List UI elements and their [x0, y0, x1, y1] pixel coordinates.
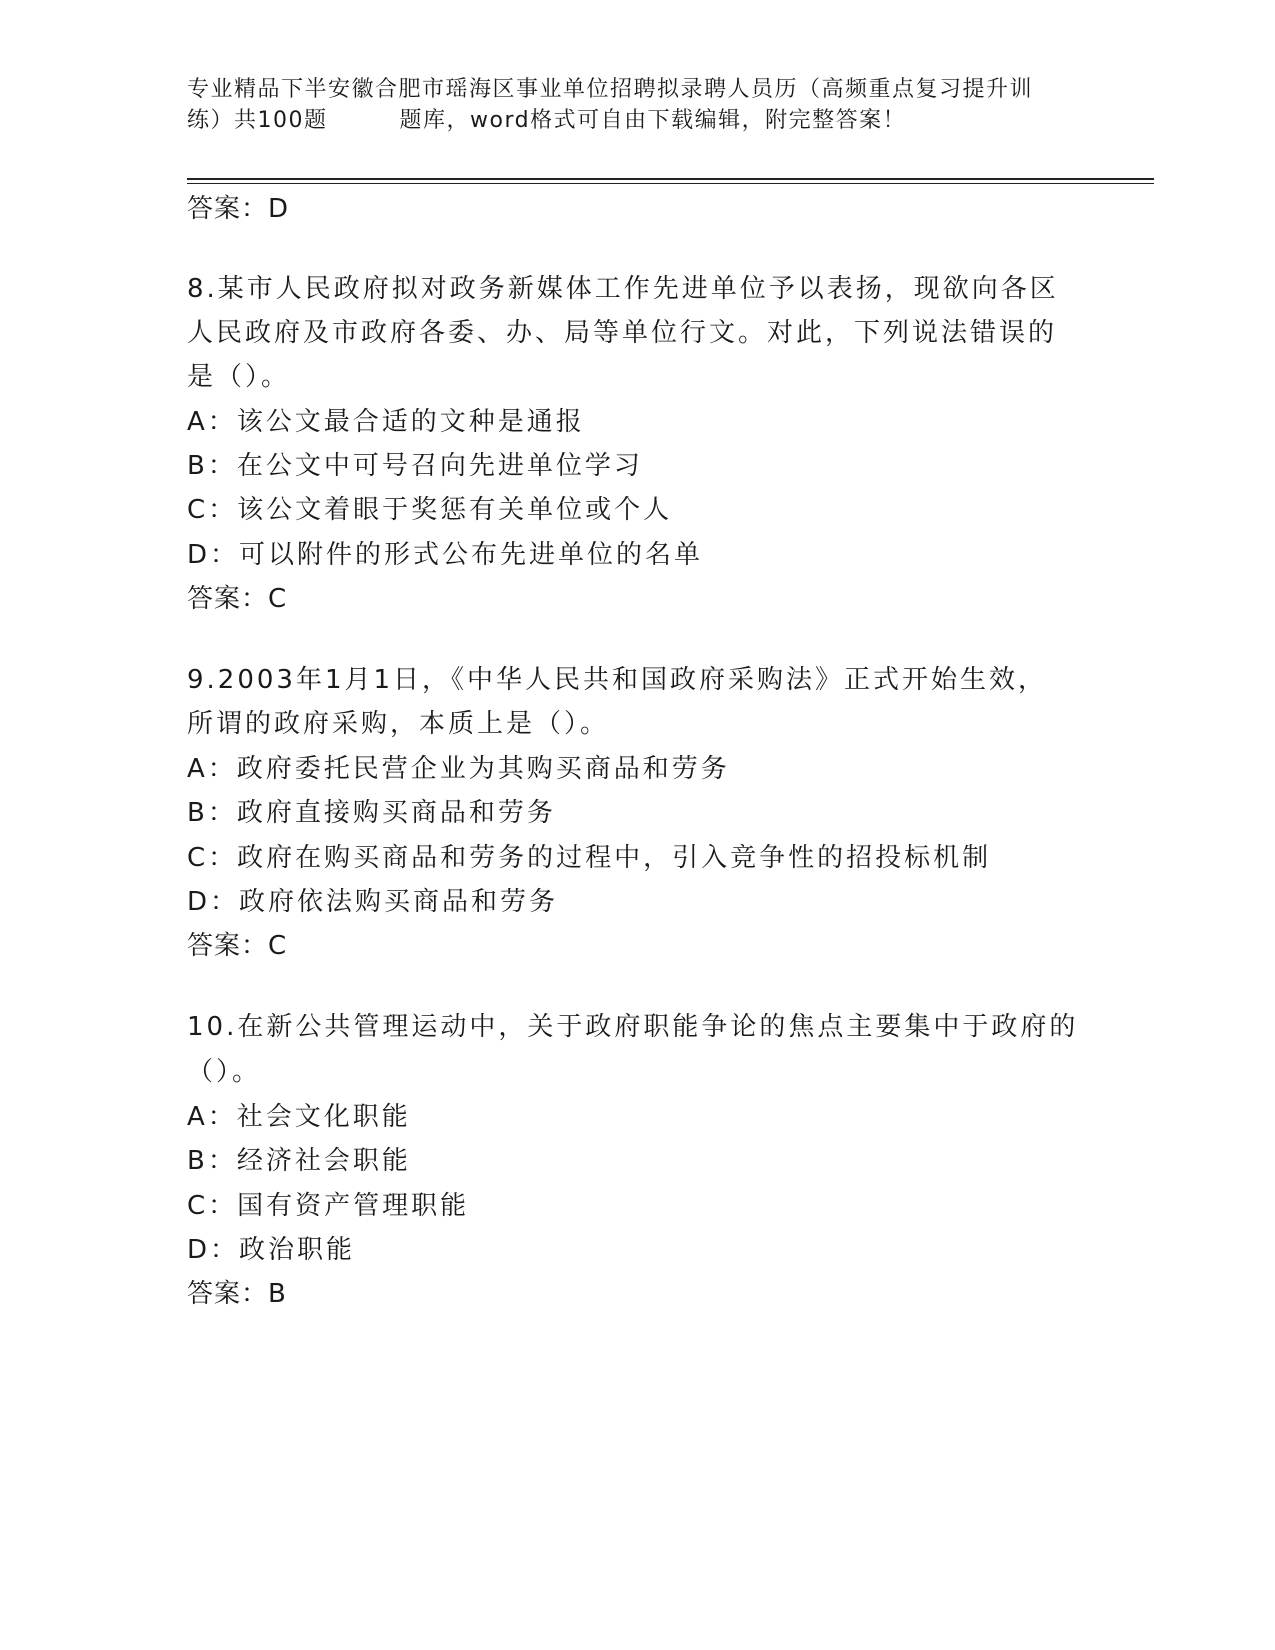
- header-title-part-a: 练）共100题: [187, 108, 328, 133]
- page-header: [187, 74, 1087, 136]
- question-9-answer: 答案：C: [187, 931, 288, 961]
- question-10-option-c: C：国有资产管理职能: [187, 1191, 470, 1221]
- question-9-option-a: A：政府委托民营企业为其购买商品和劳务: [187, 754, 730, 784]
- question-9-option-b: B：政府直接购买商品和劳务: [187, 798, 556, 828]
- question-9-option-c: C：政府在购买商品和劳务的过程中，引入竞争性的招投标机制: [187, 843, 992, 873]
- question-10-answer: 答案：B: [187, 1279, 287, 1309]
- header-title-part-b: 题库，word格式可自由下载编辑，附完整答案！: [399, 108, 907, 133]
- previous-answer: 答案：D: [187, 194, 290, 224]
- question-8-option-d: D：可以附件的形式公布先进单位的名单: [187, 540, 704, 570]
- question-10-option-a: A：社会文化职能: [187, 1102, 411, 1132]
- header-title-line-1: 专业精品下半安徽合肥市瑶海区事业单位招聘拟录聘人员历（高频重点复习提升训: [187, 77, 1034, 102]
- question-8-stem-line-2: 人民政府及市政府各委、办、局等单位行文。对此，下列说法错误的: [187, 318, 1058, 348]
- question-9-stem-line-2: 所谓的政府采购，本质上是（）。: [187, 709, 610, 739]
- question-10-stem-line-2: （）。: [187, 1057, 262, 1087]
- question-8-option-a: A：该公文最合适的文种是通报: [187, 407, 585, 437]
- question-8-option-b: B：在公文中可号召向先进单位学习: [187, 451, 643, 481]
- question-10-option-b: B：经济社会职能: [187, 1146, 411, 1176]
- header-divider-thick: [187, 178, 1154, 180]
- question-10-stem-line-1: 10.在新公共管理运动中，关于政府职能争论的焦点主要集中于政府的: [187, 1012, 1079, 1042]
- header-title-line-2: [187, 105, 1087, 136]
- question-9-stem-line-1: 9.2003年1月1日，《中华人民共和国政府采购法》正式开始生效，: [187, 665, 1048, 695]
- question-8-stem-line-3: 是（）。: [187, 362, 291, 392]
- question-8-option-c: C：该公文着眼于奖惩有关单位或个人: [187, 495, 673, 525]
- question-8-answer: 答案：C: [187, 584, 288, 614]
- question-10-option-d: D：政治职能: [187, 1235, 356, 1265]
- header-divider-thin: [187, 183, 1154, 184]
- question-9-option-d: D：政府依法购买商品和劳务: [187, 887, 559, 917]
- question-8-stem-line-1: 8.某市人民政府拟对政务新媒体工作先进单位予以表扬，现欲向各区: [187, 274, 1059, 304]
